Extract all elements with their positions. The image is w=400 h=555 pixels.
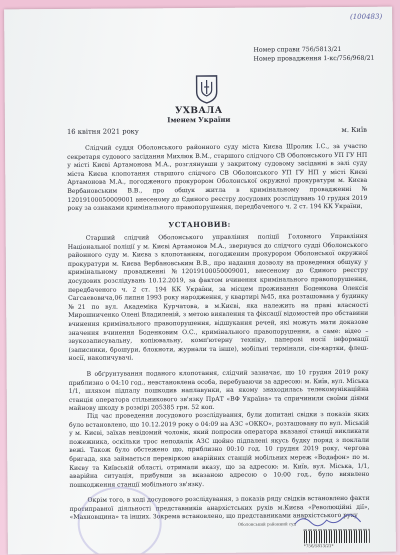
document-city: м. Київ (341, 125, 367, 135)
barcode (304, 529, 370, 543)
paragraph-1: Старший слідчий Оболонського управління поліції Головного Управління Національної поліції у м. Києві Артамонов М.А., звернувся до слідчого судді Оболонського районного суду м. Києва з клопотанням, погодженим прокурором Оболонської окружної прокуратури м. Києва Вербановським В.В., про надання дозволу на проведення обшуку у кримінальному провадженні №12019100050009001, внесеному до Єдиного реєстру досудових розслідувань 10.12.2019, за фактом вчинення кримінального правопорушення, передбаченого ч. 2 ст. 194 КК України, за місцем проживання Боденкова Олексія Сагсаевовича,06 липня 1993 року народження, у квартирі №45, яка розташована у будинку №21 по вул. Академіка Курчатова, в м.Києві, яка належить на праві власності Мирошниченко Олені Владиленій, з метою виявлення та фіксації відомостей про обставини вчинення кримінального правопорушення, відшукання речей, які можуть мати доказове значення вчинення Боденковим О.С., кримінального правопорушення, а саме: відео – звукозаписувальну, копіювальну, комп'ютерну техніку, паперові носії інформації (записники, брошури, блокноти, журнали та інше), мобільні термінали, сім-картки, флеш-носії, накопичувачі. (67, 232, 369, 363)
intro-paragraph: Слідчий суддя Оболонського районного суду міста Києва Шролик І.С., за участю секретаря судового засідання Михлюк В.М., старшого слідчого СВ Оболонського УП ГУ НП у місті Києві Артамонова М.А., розглянувши у закритому судовому засіданні в залі суду міста Києва клопотання старшого слідчого СВ Оболонського УП ГУ НП у місті Києві Артамонова М.А., погодженого прокурором Оболонської окружної прокуратури м. Києва Вербановським В.В., про обшук житла в кримінальному провадженні № 12019100050009001 внесеному до Єдиного реєстру досудових розслідувань 10 грудня 2019 року за ознаками кримінального правопорушення, передбаченого ч. 2 ст. 194 КК України, (67, 142, 368, 213)
document-subtitle: Іменем України (167, 115, 231, 125)
document-date: 16 квітня 2021 року (66, 127, 139, 136)
paragraph-4: Окрім того, в ході досудового розслідування, з показів ряду свідків встановлено факти протиправної діяльності представників анархістських рухів м.Києва «Революційні дії», «Махновщина» та інших. Зокрема встановлено, що представниками анархістського руху (69, 494, 370, 522)
document-page (4, 7, 396, 555)
paragraph-3: Під час проведення досудового розслідування, були допитані свідки з показів яких було встановлено, що 10.12.2019 року о 04:09 на АЗС «ОККО», розташовану по вул. Міській у м. Києві, заїхав невідомий чоловік, який попросив оператора вказаної станції викликати пожежника, оскільки трос неподалік АЗС щойно підпалені якусь будку поряд з поклали вежі. Також було обстежено що, приблизно 00:10 год. 10 грудня 2019 року, чергова бригада, яка займається перевіркою аварійних станцій мобільних мереж «Водафон» по м. Києву та Київській області, отримали вказу, що за адресою: м. Київ, вул. Міська, 1/1, аварійна ситуація, прибувши за вказаною адресою о 10:00 год., було виявлено пошкодження станції мобільного зв'язку. (68, 410, 370, 489)
stamp-caption: Оболонський районний суд (237, 521, 296, 527)
coat-of-arms-icon (195, 74, 219, 104)
barcode-caption: *756/5813/21* (303, 543, 334, 549)
document-title: УХВАЛА (175, 105, 223, 117)
court-stamp (77, 486, 162, 554)
paragraph-2: В обґрунтування поданого клопотання, слідчий зазначає, що 10 грудня 2019 року приблизно о 04:10 год., невстановлена особа, перебуваючи за адресою: м. Київ, вул. Міська 1/1, шляхом підпалу пошкодив наплавунки, на якому знаходилась телекомунікаційна станція оператора стільникового зв'язку ПрАТ «ВФ Україна» та спричинили своїми діями майнову шкоду в розмірі 205385 грн. 52 коп. (68, 368, 369, 413)
proceeding-number: Номер провадження 1-кс/756/968/21 (253, 54, 375, 63)
case-number: Номер справи 756/5813/21 (253, 46, 342, 54)
section-heading: УСТАНОВИВ: (168, 219, 231, 230)
handwritten-note: (100483) (349, 12, 383, 21)
signature-icon (293, 512, 363, 530)
case-numbers (253, 45, 374, 64)
date-line (67, 126, 367, 136)
